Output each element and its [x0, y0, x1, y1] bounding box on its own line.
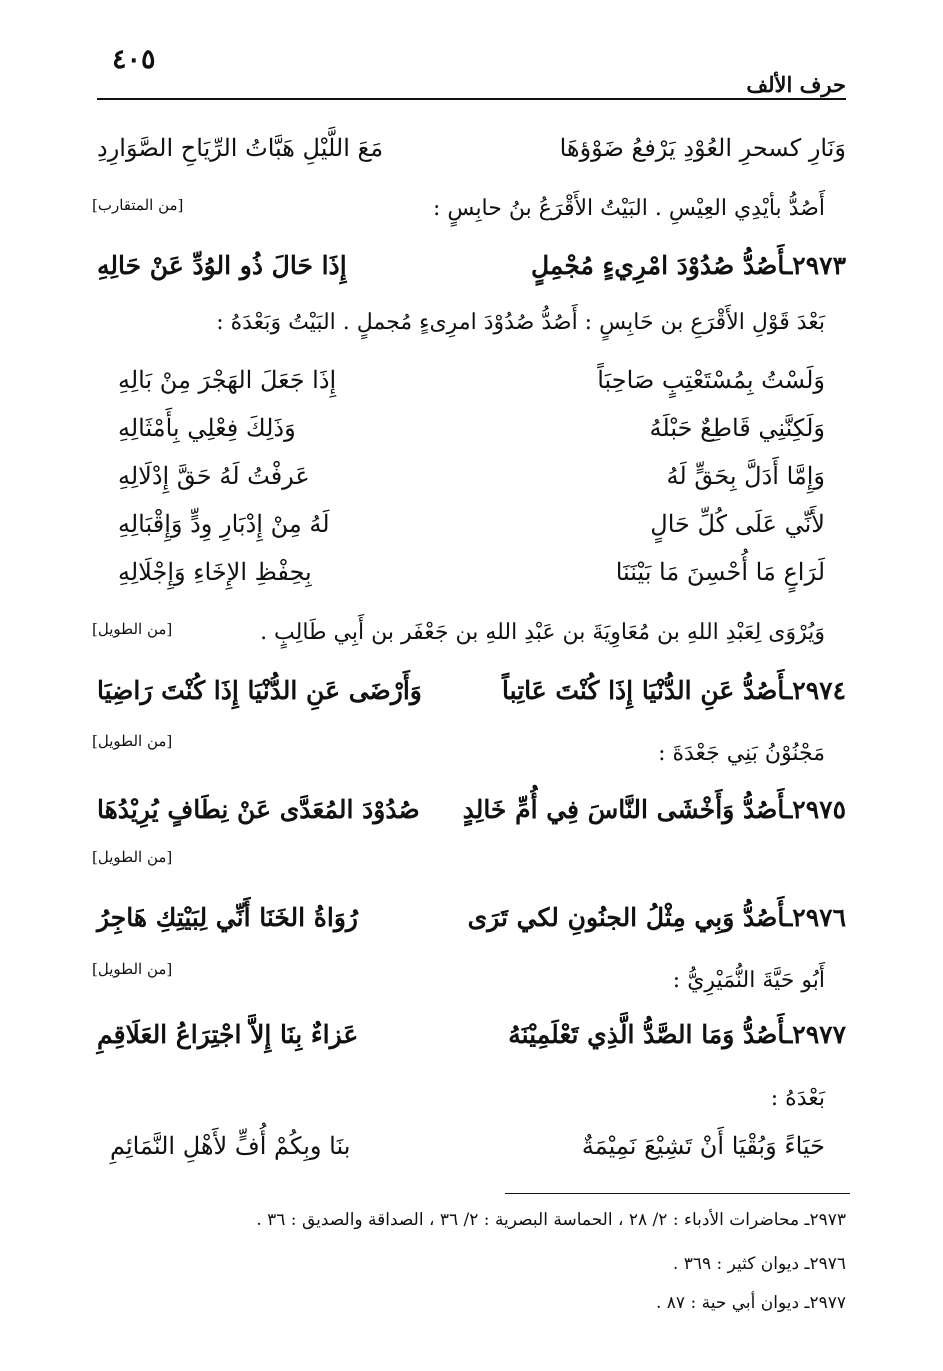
prose-line: بَعْدَهُ : [770, 1086, 825, 1111]
verse-second-hemistich: بنَا وبِكُمْ أُفٍّ لأَهْلِ النَّمَائِمِ [110, 1132, 351, 1160]
meter-label: [من الطويل] [92, 732, 173, 750]
verse-line [118, 414, 825, 442]
footnote: ٢٩٧٦ـ ديوان كثير : ٣٦٩ . [672, 1254, 846, 1274]
verse-line-2976 [97, 903, 846, 932]
verse-line [118, 366, 825, 394]
meter-label: [من المتقارب] [92, 196, 184, 214]
verse-second-hemistich: لَهُ مِنْ إِدْبَارِ وِدٍّ وَإِقْبَالِهِ [118, 510, 330, 538]
prose-line: وَيُرْوَى لِعَبْدِ اللهِ بن مُعَاوِيَةَ بن عَبْدِ اللهِ بن جَعْفَر بن أَبِي طَالِبٍ . [260, 620, 825, 645]
prose-line: بَعْدَ قَوْلِ الأَقْرَعِ بن حَابِسٍ : أَصُدُّ صُدُوْدَ امرِىءٍ مُجملٍ . البَيْتُ وَبَعْدَهُ : [216, 310, 825, 335]
verse-line [97, 134, 846, 162]
verse-second-hemistich: إِذَا جَعَلَ الهَجْرَ مِنْ بَالِهِ [118, 366, 337, 394]
verse-line [118, 462, 825, 490]
verse-number: ٢٩٧٦ـ [784, 903, 846, 932]
meter-label: [من الطويل] [92, 960, 173, 978]
verse-line [110, 1132, 825, 1160]
verse-number: ٢٩٧٥ـ [784, 795, 846, 824]
verse-line-2973 [97, 251, 846, 280]
verse-second-hemistich: وَذَلِكَ فِعْلِي بِأَمْثَالِهِ [118, 414, 296, 442]
running-title: حرف الألف [746, 72, 846, 97]
meter-label: [من الطويل] [92, 620, 173, 638]
verse-first-hemistich: وَإِمَّا أَدَلَّ بِحَقٍّ لَهُ [666, 462, 825, 490]
meter-label: [من الطويل] [92, 848, 173, 866]
footnote: ٢٩٧٧ـ ديوان أبي حية : ٨٧ . [655, 1293, 846, 1313]
verse-second-hemistich: مَعَ اللَّيْلِ هَبَّاتُ الرِّيَاحِ الصَّوَارِدِ [97, 134, 384, 162]
verse-line-2977 [97, 1020, 846, 1049]
verse-second-hemistich: صُدُوْدَ المُعَدَّى عَنْ نِطَافٍ يُرِيْدُهَا [97, 795, 420, 824]
verse-first-hemistich: ٢٩٧٣ـأَصُدُّ صُدُوْدَ امْرِيءٍ مُجْمِلٍ [530, 251, 846, 280]
verse-second-hemistich: بِحِفْظِ الإِخَاءِ وَإِجْلَالِهِ [118, 558, 312, 586]
verse-first-hemistich: وَلَسْتُ بِمُسْتَعْتِبٍ صَاحِبَاً [597, 366, 825, 394]
verse-first-hemistich: ٢٩٧٥ـأَصُدُّ وَأَخْشَى النَّاسَ فِي أُمِّ خَالِدٍ [462, 795, 846, 824]
verse-first-hemistich: وَنَارِ كسحرِ العُوْدِ يَرْفعُ ضَوْؤهَا [559, 134, 846, 162]
verse-second-hemistich: عَرفْتُ لَهُ حَقَّ إِدْلَالِهِ [118, 462, 310, 490]
prose-line: أَبُو حَيَّةَ النُّمَيْرِيُّ : [672, 968, 825, 993]
verse-first-hemistich: وَلَكِنَّنِي قَاطِعٌ حَبْلَهُ [649, 414, 825, 442]
verse-number: ٢٩٧٧ـ [784, 1020, 846, 1049]
verse-line [118, 558, 825, 586]
verse-number: ٢٩٧٤ـ [784, 676, 846, 705]
verse-second-hemistich: عَزاءٌ بِنَا إِلاَّ اجْتِرَاعُ العَلَاقِمِ [97, 1020, 359, 1049]
footnote-rule [505, 1193, 850, 1194]
page-number: ٤٠٥ [112, 44, 156, 75]
verse-second-hemistich: وَأَرْضَى عَنِ الدُّنْيَا إِذَا كُنْتَ رَاضِيَا [97, 676, 422, 705]
verse-first-hemistich: ٢٩٧٧ـأَصُدُّ وَمَا الصَّدُّ الَّذِي تَعْلَمِيْنَهُ [508, 1020, 846, 1049]
verse-first-hemistich: لَرَاعٍ مَا أُحْسِنَ مَا بَيْنَنَا [615, 558, 825, 586]
verse-number: ٢٩٧٣ـ [784, 251, 846, 280]
verse-first-hemistich: حَيَاءً وَبُقْيَا أَنْ تَشِيْعَ نَمِيْمَةٌ [581, 1132, 825, 1160]
verse-second-hemistich: رُوَاةُ الخَنَا أَنِّي لِبَيْتِكِ هَاجِرُ [97, 903, 358, 932]
verse-line-2975 [97, 795, 846, 824]
verse-first-hemistich: ٢٩٧٦ـأَصُدُّ وَبِي مِثْلُ الجنُونِ لكي تَرَى [467, 903, 846, 932]
verse-first-hemistich: ٢٩٧٤ـأَصُدُّ عَنِ الدُّنْيَا إِذَا كُنْتَ عَاتِباً [502, 676, 846, 705]
verse-second-hemistich: إِذَا حَالَ ذُو الوُدِّ عَنْ حَالِهِ [97, 251, 347, 280]
verse-line [118, 510, 825, 538]
verse-line-2974 [97, 676, 846, 705]
footnote: ٢٩٧٣ـ محاضرات الأدباء : ٢/ ٢٨ ، الحماسة البصرية : ٢/ ٣٦ ، الصداقة والصديق : ٣٦ . [256, 1210, 846, 1230]
prose-line: أَصُدُّ بأيْدِي العِيْسِ . البَيْتُ الأَقْرَعُ بنُ حابِسٍ : [432, 196, 825, 221]
verse-first-hemistich: لأَنِّي عَلَى كُلِّ حَالٍ [650, 510, 825, 538]
prose-line: مَجْنُوْنُ بَنِي جَعْدَةَ : [658, 741, 825, 766]
header-rule [97, 98, 846, 100]
